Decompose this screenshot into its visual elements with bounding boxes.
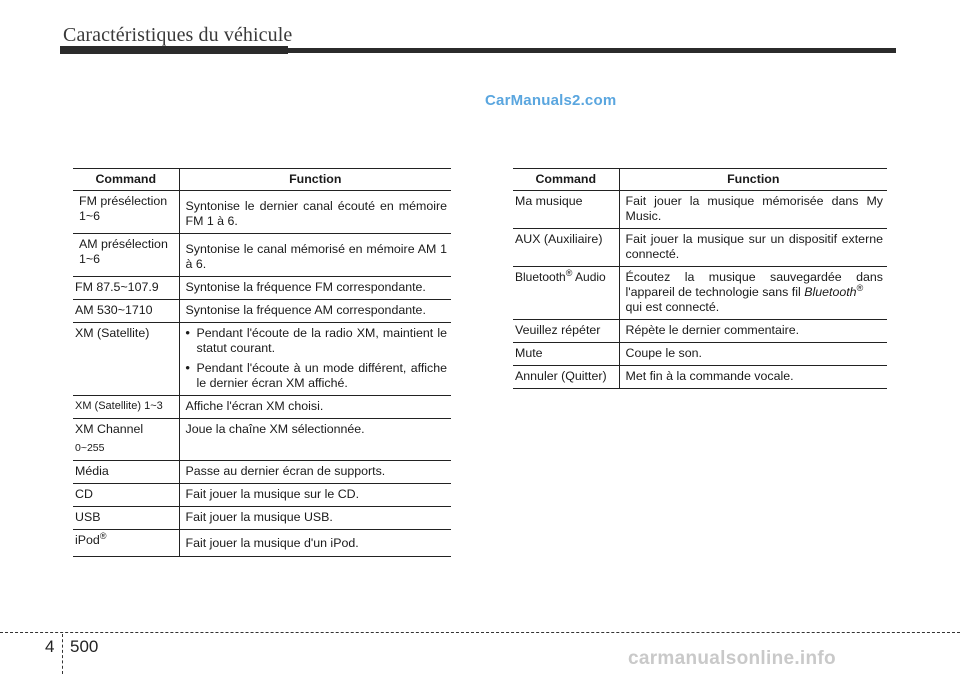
- table-row: [73, 191, 451, 234]
- command-cell: [513, 267, 619, 320]
- command-cell: XM (Satellite): [73, 323, 179, 396]
- table-row: [513, 267, 887, 320]
- command-cell: FM 87.5~107.9: [73, 277, 179, 300]
- command-cell: USB: [73, 507, 179, 530]
- function-cell: Syntonise la fréquence AM correspondante.: [179, 300, 451, 323]
- table-row: [513, 343, 887, 366]
- function-cell: Fait jouer la musique d'un iPod.: [179, 530, 451, 557]
- command-cell: XM (Satellite) 1~3: [73, 396, 179, 419]
- table-row: [73, 461, 451, 484]
- column-header-command: Command: [73, 169, 179, 191]
- column-header-function: Function: [619, 169, 887, 191]
- table-row: [513, 320, 887, 343]
- registered-mark: ®: [856, 282, 864, 293]
- column-header-function: Function: [179, 169, 451, 191]
- command-range: 0~255: [75, 442, 105, 454]
- function-cell: Fait jouer la musique mémorisée dans My Music.: [619, 191, 887, 229]
- header-rule: [60, 48, 896, 53]
- table-row: [73, 484, 451, 507]
- voice-command-table-left: [73, 168, 451, 557]
- command-cell: AUX (Auxiliaire): [513, 229, 619, 267]
- table-row: [73, 234, 451, 277]
- table-row: [73, 277, 451, 300]
- function-cell: Répète le dernier commentaire.: [619, 320, 887, 343]
- table-row: [73, 419, 451, 461]
- command-text: Bluetooth: [515, 270, 566, 284]
- function-cell: Affiche l'écran XM choisi.: [179, 396, 451, 419]
- function-cell: Syntonise le dernier canal écouté en mémoire FM 1 à 6.: [179, 191, 451, 234]
- footer-dashed-divider: [62, 634, 63, 674]
- function-cell: Coupe le son.: [619, 343, 887, 366]
- command-cell: [73, 530, 179, 557]
- command-cell: CD: [73, 484, 179, 507]
- table-header-row: [513, 169, 887, 191]
- watermark-carmanualsonline: carmanualsonline.info: [628, 648, 836, 669]
- command-cell: Veuillez répéter: [513, 320, 619, 343]
- table-row: [73, 396, 451, 419]
- command-cell: AM présélection 1~6: [73, 234, 179, 277]
- bullet-text: Pendant l'écoute de la radio XM, maintient le statut courant.: [196, 326, 447, 355]
- footer-dashed-rule: [0, 632, 960, 633]
- function-cell: Fait jouer la musique USB.: [179, 507, 451, 530]
- bullet-icon: •: [185, 326, 190, 340]
- registered-mark: ®: [99, 530, 107, 541]
- registered-mark: ®: [565, 268, 573, 278]
- table-row: [73, 530, 451, 557]
- command-text-tail: Audio: [572, 270, 606, 284]
- command-cell: [73, 419, 179, 461]
- command-text: iPod: [75, 533, 100, 547]
- function-cell: Joue la chaîne XM sélectionnée.: [179, 419, 451, 461]
- command-text: XM Channel: [75, 422, 144, 436]
- watermark-carmanuals: CarManuals2.com: [485, 92, 617, 109]
- table-row: [73, 300, 451, 323]
- function-cell: Syntonise le canal mémorisé en mémoire AM 1 à 6.: [179, 234, 451, 277]
- function-cell: Met fin à la commande vocale.: [619, 366, 887, 389]
- table-header-row: [73, 169, 451, 191]
- command-cell: Média: [73, 461, 179, 484]
- table-row: [513, 229, 887, 267]
- command-cell: Annuler (Quitter): [513, 366, 619, 389]
- bullet-text: Pendant l'écoute à un mode différent, affiche le dernier écran XM affiché.: [196, 361, 447, 390]
- bullet-item: [186, 361, 448, 391]
- function-text: Écoutez la musique sauvegardée dans l'appareil de technologie sans fil: [625, 270, 883, 299]
- page-number: 500: [70, 637, 99, 656]
- bullet-icon: •: [185, 361, 190, 375]
- function-cell: [179, 323, 451, 396]
- column-header-command: Command: [513, 169, 619, 191]
- function-cell: Passe au dernier écran de supports.: [179, 461, 451, 484]
- command-cell: Ma musique: [513, 191, 619, 229]
- function-cell: Syntonise la fréquence FM correspondante.: [179, 277, 451, 300]
- table-row: [513, 366, 887, 389]
- function-cell: [619, 267, 887, 320]
- bullet-item: [186, 326, 448, 356]
- table-row: [73, 507, 451, 530]
- chapter-number: 4: [45, 637, 55, 656]
- command-cell: AM 530~1710: [73, 300, 179, 323]
- table-row: [73, 323, 451, 396]
- page-header-title: Caractéristiques du véhicule: [63, 24, 293, 46]
- function-cell: Fait jouer la musique sur le CD.: [179, 484, 451, 507]
- table-row: [513, 191, 887, 229]
- function-cell: Fait jouer la musique sur un dispositif externe connecté.: [619, 229, 887, 267]
- voice-command-table-right: [513, 168, 887, 389]
- function-text-tail: qui est connecté.: [625, 300, 720, 314]
- command-cell: Mute: [513, 343, 619, 366]
- function-text-italic: Bluetooth: [804, 285, 857, 299]
- command-cell: FM présélection 1~6: [73, 191, 179, 234]
